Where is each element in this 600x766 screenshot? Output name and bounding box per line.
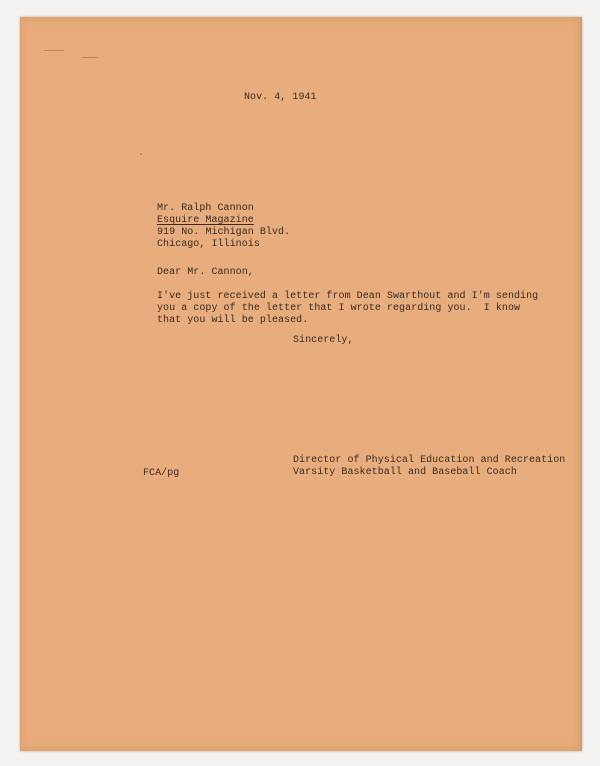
paper-speck	[140, 153, 142, 155]
recipient-organization: Esquire Magazine	[157, 215, 254, 226]
closing: Sincerely,	[293, 335, 354, 346]
body-line: that you will be pleased.	[157, 315, 309, 326]
body-line: I've just received a letter from Dean Swarthout and I'm sending	[157, 291, 539, 302]
signature-title-line: Varsity Basketball and Baseball Coach	[293, 467, 517, 478]
letter-page	[20, 17, 582, 751]
letter-date: Nov. 4, 1941	[244, 92, 317, 103]
signature-title-line: Director of Physical Education and Recreation	[293, 455, 566, 466]
paper-mark	[44, 50, 64, 51]
recipient-street: 919 No. Michigan Blvd.	[157, 227, 291, 238]
salutation: Dear Mr. Cannon,	[157, 267, 254, 278]
paper-mark	[82, 57, 98, 58]
body-line: you a copy of the letter that I wrote regarding you. I know	[157, 303, 521, 314]
recipient-name: Mr. Ralph Cannon	[157, 203, 254, 214]
reference-initials: FCA/pg	[143, 468, 180, 479]
recipient-city: Chicago, Illinois	[157, 239, 260, 250]
